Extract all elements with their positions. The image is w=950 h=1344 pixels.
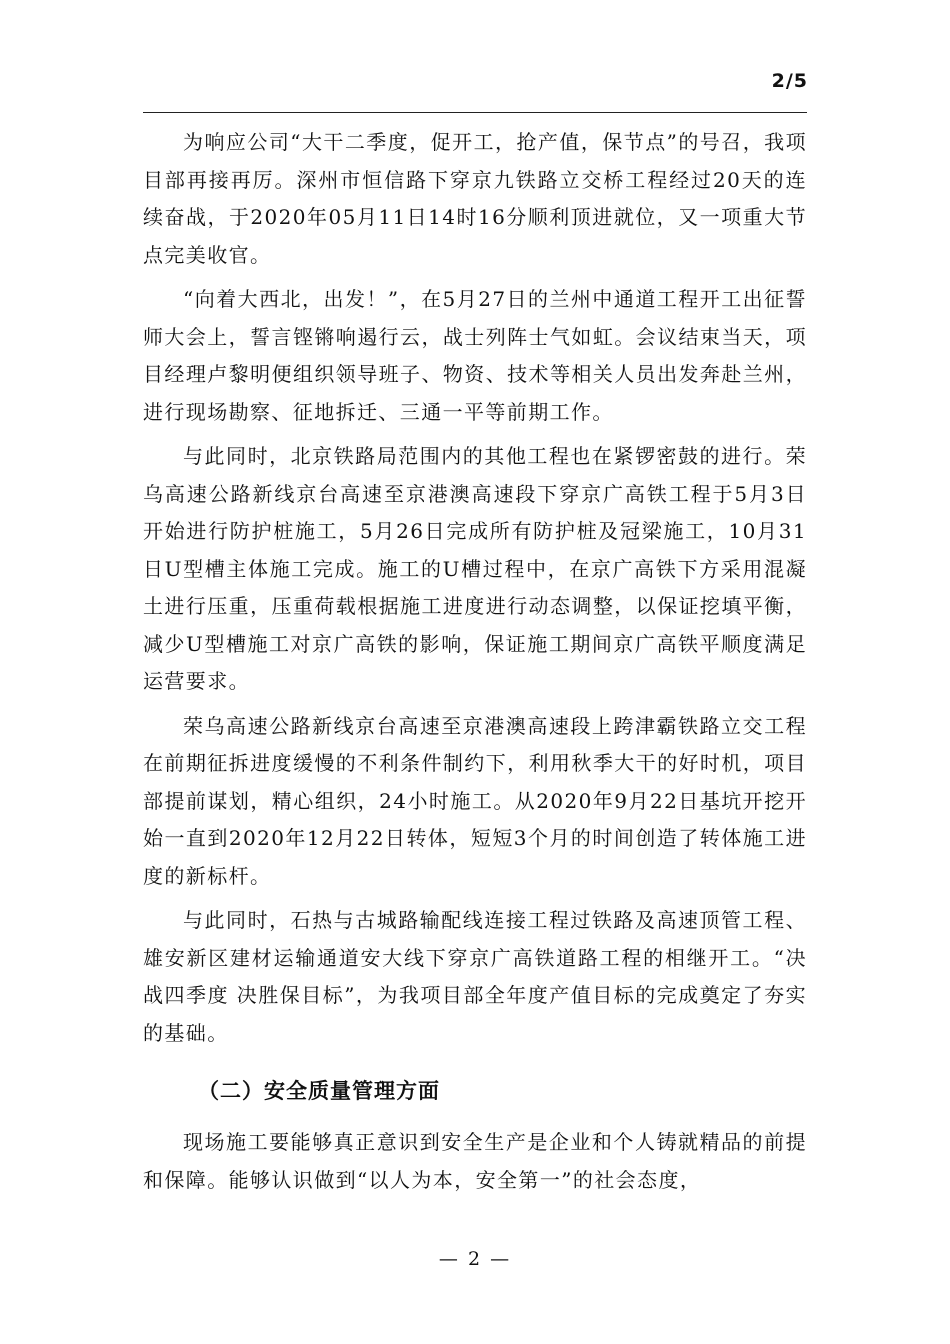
paragraph-q4-target: 与此同时，石热与古城路输配线连接工程过铁路及高速顶管工程、雄安新区建材运输通道安大线下穿京广高铁道路工程的相继开工。“决战四季度 决胜保目标”，为我项目部全年度产值目标的完成奠定了夯实的基础。: [143, 908, 807, 1045]
paragraph-lanzhou-launch: “向着大西北，出发！”，在5月27日的兰州中通道工程开工出征誓师大会上，誓言铿锵响遏行云，战士列阵士气如虹。会议结束当天，项目经理卢黎明便组织领导班子、物资、技术等相关人员出发奔赴兰州，进行现场勘察、征地拆迁、三通一平等前期工作。: [143, 287, 807, 424]
paragraph-rotation-construction: 荣乌高速公路新线京台高速至京港澳高速段上跨津霸铁路立交工程在前期征拆进度缓慢的不利条件制约下，利用秋季大干的好时机，项目部提前谋划，精心组织，24小时施工。从2020年9月22日基坑开挖开始一直到2020年12月22日转体，短短3个月的时间创造了转体施工进度的新标杆。: [143, 713, 807, 888]
document-body: [143, 124, 807, 1206]
page-number: — 2 —: [438, 1248, 512, 1270]
section-heading: （二）安全质量管理方面: [198, 1079, 440, 1103]
header-divider: [143, 112, 807, 113]
paragraph-q2-push: 为响应公司“大干二季度，促开工，抢产值，保节点”的号召，我项目部再接再厉。深州市恒信路下穿京九铁路立交桥工程经过20天的连续奋战，于2020年05月11日14时16分顺利顶进就位，又一项重大节点完美收官。: [143, 130, 807, 267]
page-indicator: 2/5: [771, 70, 808, 92]
paragraph-beijing-projects: 与此同时，北京铁路局范围内的其他工程也在紧锣密鼓的进行。荣乌高速公路新线京台高速至京港澳高速段下穿京广高铁工程于5月3日开始进行防护桩施工，5月26日完成所有防护桩及冠梁施工，10月31日U型槽主体施工完成。施工的U槽过程中，在京广高铁下方采用混凝土进行压重，压重荷载根据施工进度进行动态调整，以保证挖填平衡，减少U型槽施工对京广高铁的影响，保证施工期间京广高铁平顺度满足运营要求。: [143, 444, 807, 693]
paragraph-safety: 现场施工要能够真正意识到安全生产是企业和个人铸就精品的前提和保障。能够认识做到“以人为本，安全第一”的社会态度，: [143, 1130, 807, 1192]
